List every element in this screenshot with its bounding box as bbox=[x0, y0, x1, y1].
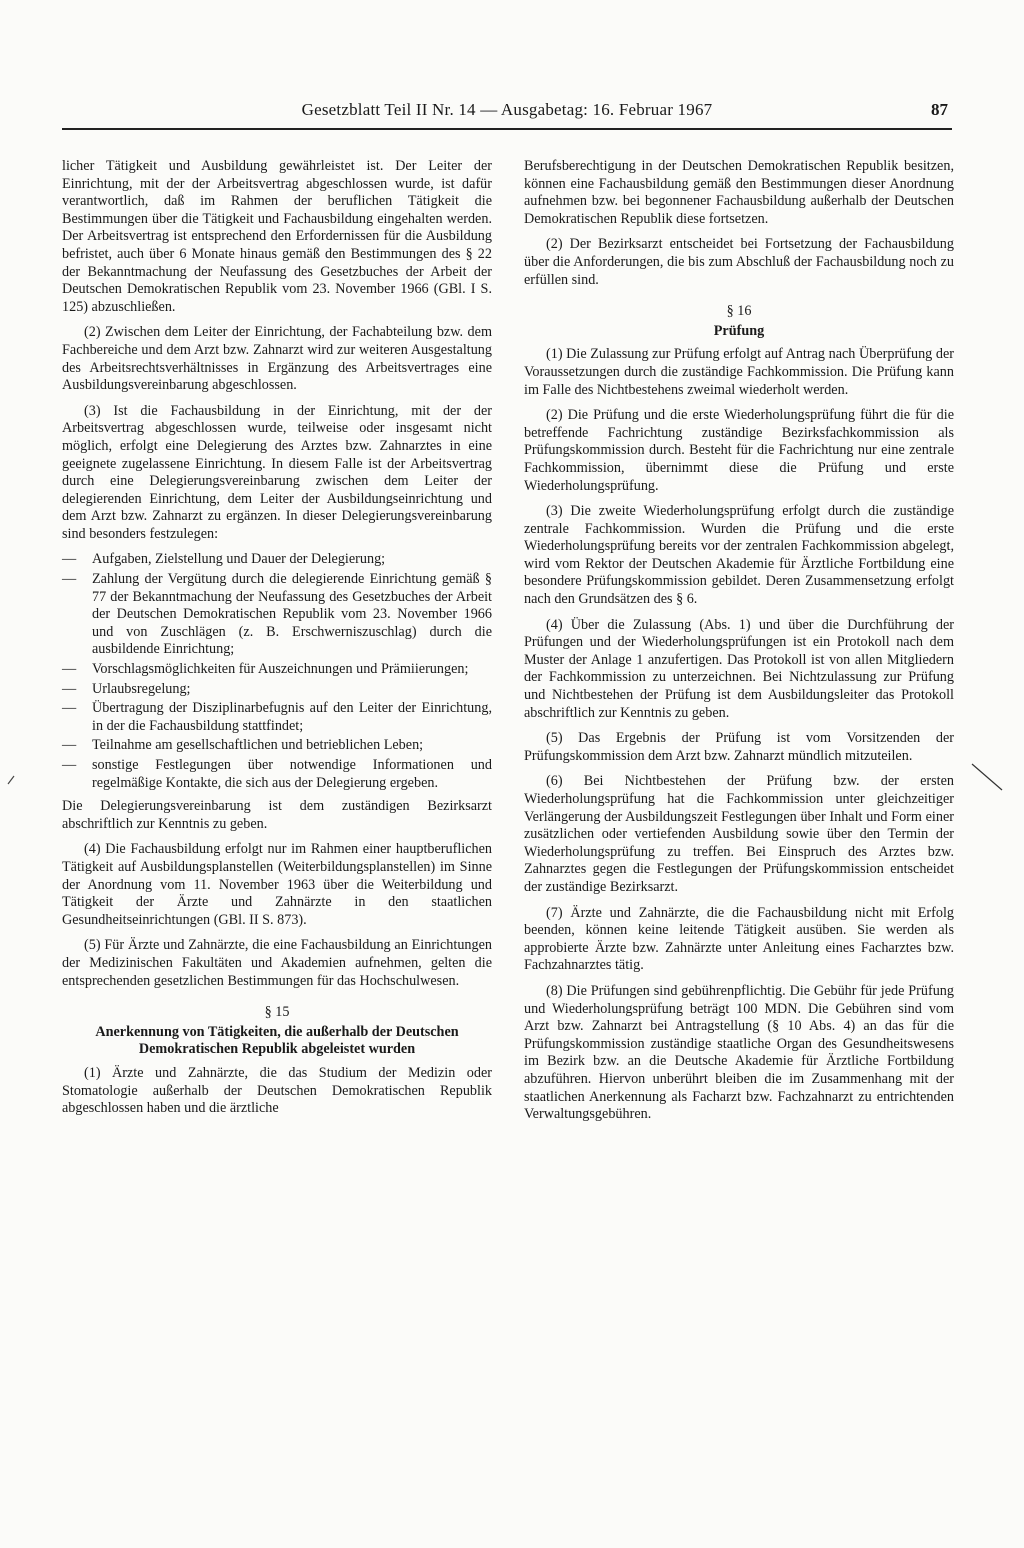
paragraph: Die Delegierungsvereinbarung ist dem zuständigen Bezirksarzt abschriftlich zur Kenntnis zu geben. bbox=[62, 798, 492, 832]
paragraph: (5) Für Ärzte und Zahnärzte, die eine Fachausbildung an Einrichtungen der Medizinischen Fakultäten und Akademien aufnehmen, gelten die entsprechenden gesetzlichen Bestimmungen für das Hochschulwesen. bbox=[62, 937, 492, 989]
list-item: — Übertragung der Disziplinarbefugnis auf den Leiter der Einrichtung, in der die Fachausbildung stattfindet; bbox=[62, 700, 492, 735]
section-number: § 15 bbox=[264, 1004, 290, 1021]
header-title: Gesetzblatt Teil II Nr. 14 — Ausgabetag: 16. Februar 1967 bbox=[301, 100, 713, 119]
list-item: — Zahlung der Vergütung durch die delegierende Einrichtung gemäß § 77 der Bekanntmachung der Neufassung des Gesetzbuches der Arbeit der Deutschen Demokratischen Republik vom 23. November 1966 und von Zuschlägen (z. B. Erschwerniszuschlag) durch die ausbildende Einrichtung; bbox=[62, 571, 492, 659]
margin-mark bbox=[968, 760, 1008, 805]
paragraph: (2) Die Prüfung und die erste Wiederholungsprüfung führt die für die betreffende Fachrichtung zuständige Bezirksfachkommission als Prüfungskommission durch. Besteht für die Fachrichtung nur eine zentrale Fachkommission, übernimmt diese die Prüfung und erste Wiederholungsprüfung. bbox=[524, 407, 954, 494]
delegation-list bbox=[62, 551, 492, 792]
paragraph: (1) Die Zulassung zur Prüfung erfolgt auf Antrag nach Überprüfung der Voraussetzungen durch die zuständige Fachkommission. Die Prüfung kann im Falle des Nichtbestehens zweimal wiederholt werden. bbox=[524, 346, 954, 398]
list-item: — Vorschlagsmöglichkeiten für Auszeichnungen und Prämiierungen; bbox=[62, 661, 492, 679]
section-title: Prüfung bbox=[713, 322, 765, 339]
section-number: § 16 bbox=[726, 303, 752, 320]
paragraph: (4) Die Fachausbildung erfolgt nur im Rahmen einer hauptberuflichen Tätigkeit auf Ausbildungsplanstellen (Weiterbildungsplanstellen) im Sinne der Anordnung vom 11. November 1963 über die Weiterbildung und Tätigkeit der Ärzte und Zahnärzte in den staatlichen Gesundheitseinrichtungen (GBl. II S. 873). bbox=[62, 841, 492, 928]
paragraph: (8) Die Prüfungen sind gebührenpflichtig. Die Gebühr für jede Prüfung und Wiederholungsprüfung beträgt 100 MDN. Die Gebühren sind vom Arzt bzw. Zahnarzt bei Antragstellung (§ 10 Abs. 4) an das für die Prüfungskommission zuständige staatliche Organ des Gesundheitswesens im Bezirk bzw. an die Deutsche Akademie für Ärztliche Fortbildung abzuführen. Hiervon unberührt bleiben die im Zusammenhang mit der staatlichen Anerkennung als Facharzt bzw. Fachzahnarzt zu entrichtenden Verwaltungsgebühren. bbox=[524, 982, 954, 1123]
paragraph: (5) Das Ergebnis der Prüfung ist vom Vorsitzenden der Prüfungskommission dem Arzt bzw. Zahnarzt mündlich mitzuteilen. bbox=[524, 730, 954, 764]
paragraph: (6) Bei Nichtbestehen der Prüfung bzw. der ersten Wiederholungsprüfung hat die Fachkommission unter gleichzeitiger Verlängerung der Ausbildungszeit Festlegungen über Inhalt und Form einer zusätzlichen oder vertiefenden Ausbildung sowie über den Termin der Wiederholungsprüfung zu treffen. Bei Einspruch des Arztes bzw. Zahnarztes gegen die Festlegungen der Prüfungskommission entscheidet der zuständige Bezirksarzt. bbox=[524, 773, 954, 895]
paragraph: (3) Ist die Fachausbildung in der Einrichtung, mit der der Arbeitsvertrag abgeschlossen wurde, teilweise oder insgesamt nicht möglich, erfolgt eine Delegierung des Arztes bzw. Zahnarztes in eine geeignete zugelassene Einrichtung. In diesem Falle ist der Arbeitsvertrag durch eine Delegierungsvereinbarung zwischen dem Leiter der delegierenden Einrichtung, dem Leiter der Ausbildungseinrichtung und dem Arzt bzw. Zahnarzt zu ergänzen. In dieser Delegierungsvereinbarung sind besonders festzulegen: bbox=[62, 402, 492, 542]
paragraph: (2) Zwischen dem Leiter der Einrichtung, der Fachabteilung bzw. dem Fachbereiche und dem Arzt bzw. Zahnarzt wird zur weiteren Ausgestaltung des Arbeitsrechtsverhältnisses in Ergänzung des Arbeitsvertrages eine Ausbildungsvereinbarung abgeschlossen. bbox=[62, 324, 492, 394]
left-column bbox=[62, 158, 492, 1126]
paragraph: (3) Die zweite Wiederholungsprüfung erfolgt durch die zuständige zentrale Fachkommission. Wurden die Prüfung und die erste Wiederholungsprüfung bereits vor der zentralen Fachkommission abgelegt, wird vom Rektor der Deutschen Akademie für Ärztliche Fortbildung eine besondere Prüfungskommission gebildet. Deren Zusammensetzung erfolgt nach den Grundsätzen des § 6. bbox=[524, 503, 954, 608]
paragraph: Berufsberechtigung in der Deutschen Demokratischen Republik besitzen, können eine Fachausbildung gemäß den Bestimmungen dieser Anordnung aufnehmen bzw. bei begonnener Fachausbildung außerhalb der Deutschen Demokratischen Republik diese fortsetzen. bbox=[524, 158, 954, 227]
section-title: Anerkennung von Tätigkeiten, die außerhalb der Deutschen Demokratischen Republik abgeleistet wurden bbox=[95, 1023, 459, 1058]
list-item: — Urlaubsregelung; bbox=[62, 681, 492, 699]
list-item: — Aufgaben, Zielstellung und Dauer der Delegierung; bbox=[62, 551, 492, 569]
paragraph: (1) Ärzte und Zahnärzte, die das Studium der Medizin oder Stomatologie außerhalb der Deutschen Demokratischen Republik abgeschlossen haben und die ärztliche bbox=[62, 1064, 492, 1117]
paragraph: (2) Der Bezirksarzt entscheidet bei Fortsetzung der Fachausbildung über die Anforderungen, die bis zum Abschluß der Fachausbildung noch zu erfüllen sind. bbox=[524, 236, 954, 288]
list-item: — sonstige Festlegungen über notwendige Informationen und regelmäßige Kontakte, die sich aus der Delegierung ergeben. bbox=[62, 757, 492, 792]
paragraph: licher Tätigkeit und Ausbildung gewährleistet ist. Der Leiter der Einrichtung, mit der der Arbeitsvertrag abgeschlossen wurde, ist dafür verantwortlich, daß im Rahmen der beruflichen Tätigkeit die Bestimmungen über die Tätigkeit und Fachausbildung eingehalten werden. Der Arbeitsvertrag ist entsprechend den Erfordernissen für die Ausbildung befristet, auch über 6 Monate hinaus gemäß den Bestimmungen des § 22 der Bekanntmachung der Neufassung des Gesetzbuches der Arbeit der Deutschen Demokratischen Republik vom 23. November 1966 (GBl. I S. 125) abzuschließen. bbox=[62, 158, 492, 315]
right-column bbox=[524, 158, 954, 1132]
margin-tick bbox=[6, 770, 16, 791]
page-header bbox=[62, 98, 952, 130]
paragraph: (7) Ärzte und Zahnärzte, die die Fachausbildung nicht mit Erfolg beenden, können keine leitende Tätigkeit ausüben. Sie werden als approbierte Ärzte bzw. Zahnärzte unter Anleitung eines Facharztes bzw. Fachzahnarztes tätig. bbox=[524, 904, 954, 974]
list-item: — Teilnahme am gesellschaftlichen und betrieblichen Leben; bbox=[62, 737, 492, 755]
page-number: 87 bbox=[931, 100, 948, 119]
paragraph: (4) Über die Zulassung (Abs. 1) und über die Durchführung der Prüfungen und der Wiederholungsprüfungen ist ein Protokoll nach dem Muster der Anlage 1 anzufertigen. Das Protokoll ist von allen Mitgliedern der Fachkommission zu unterzeichnen. Bei Nichtzulassung zur Prüfung und Nichtbestehen der Prüfung ist dem Ausbildungsleiter das Protokoll abschriftlich zur Kenntnis zu geben. bbox=[524, 616, 954, 721]
